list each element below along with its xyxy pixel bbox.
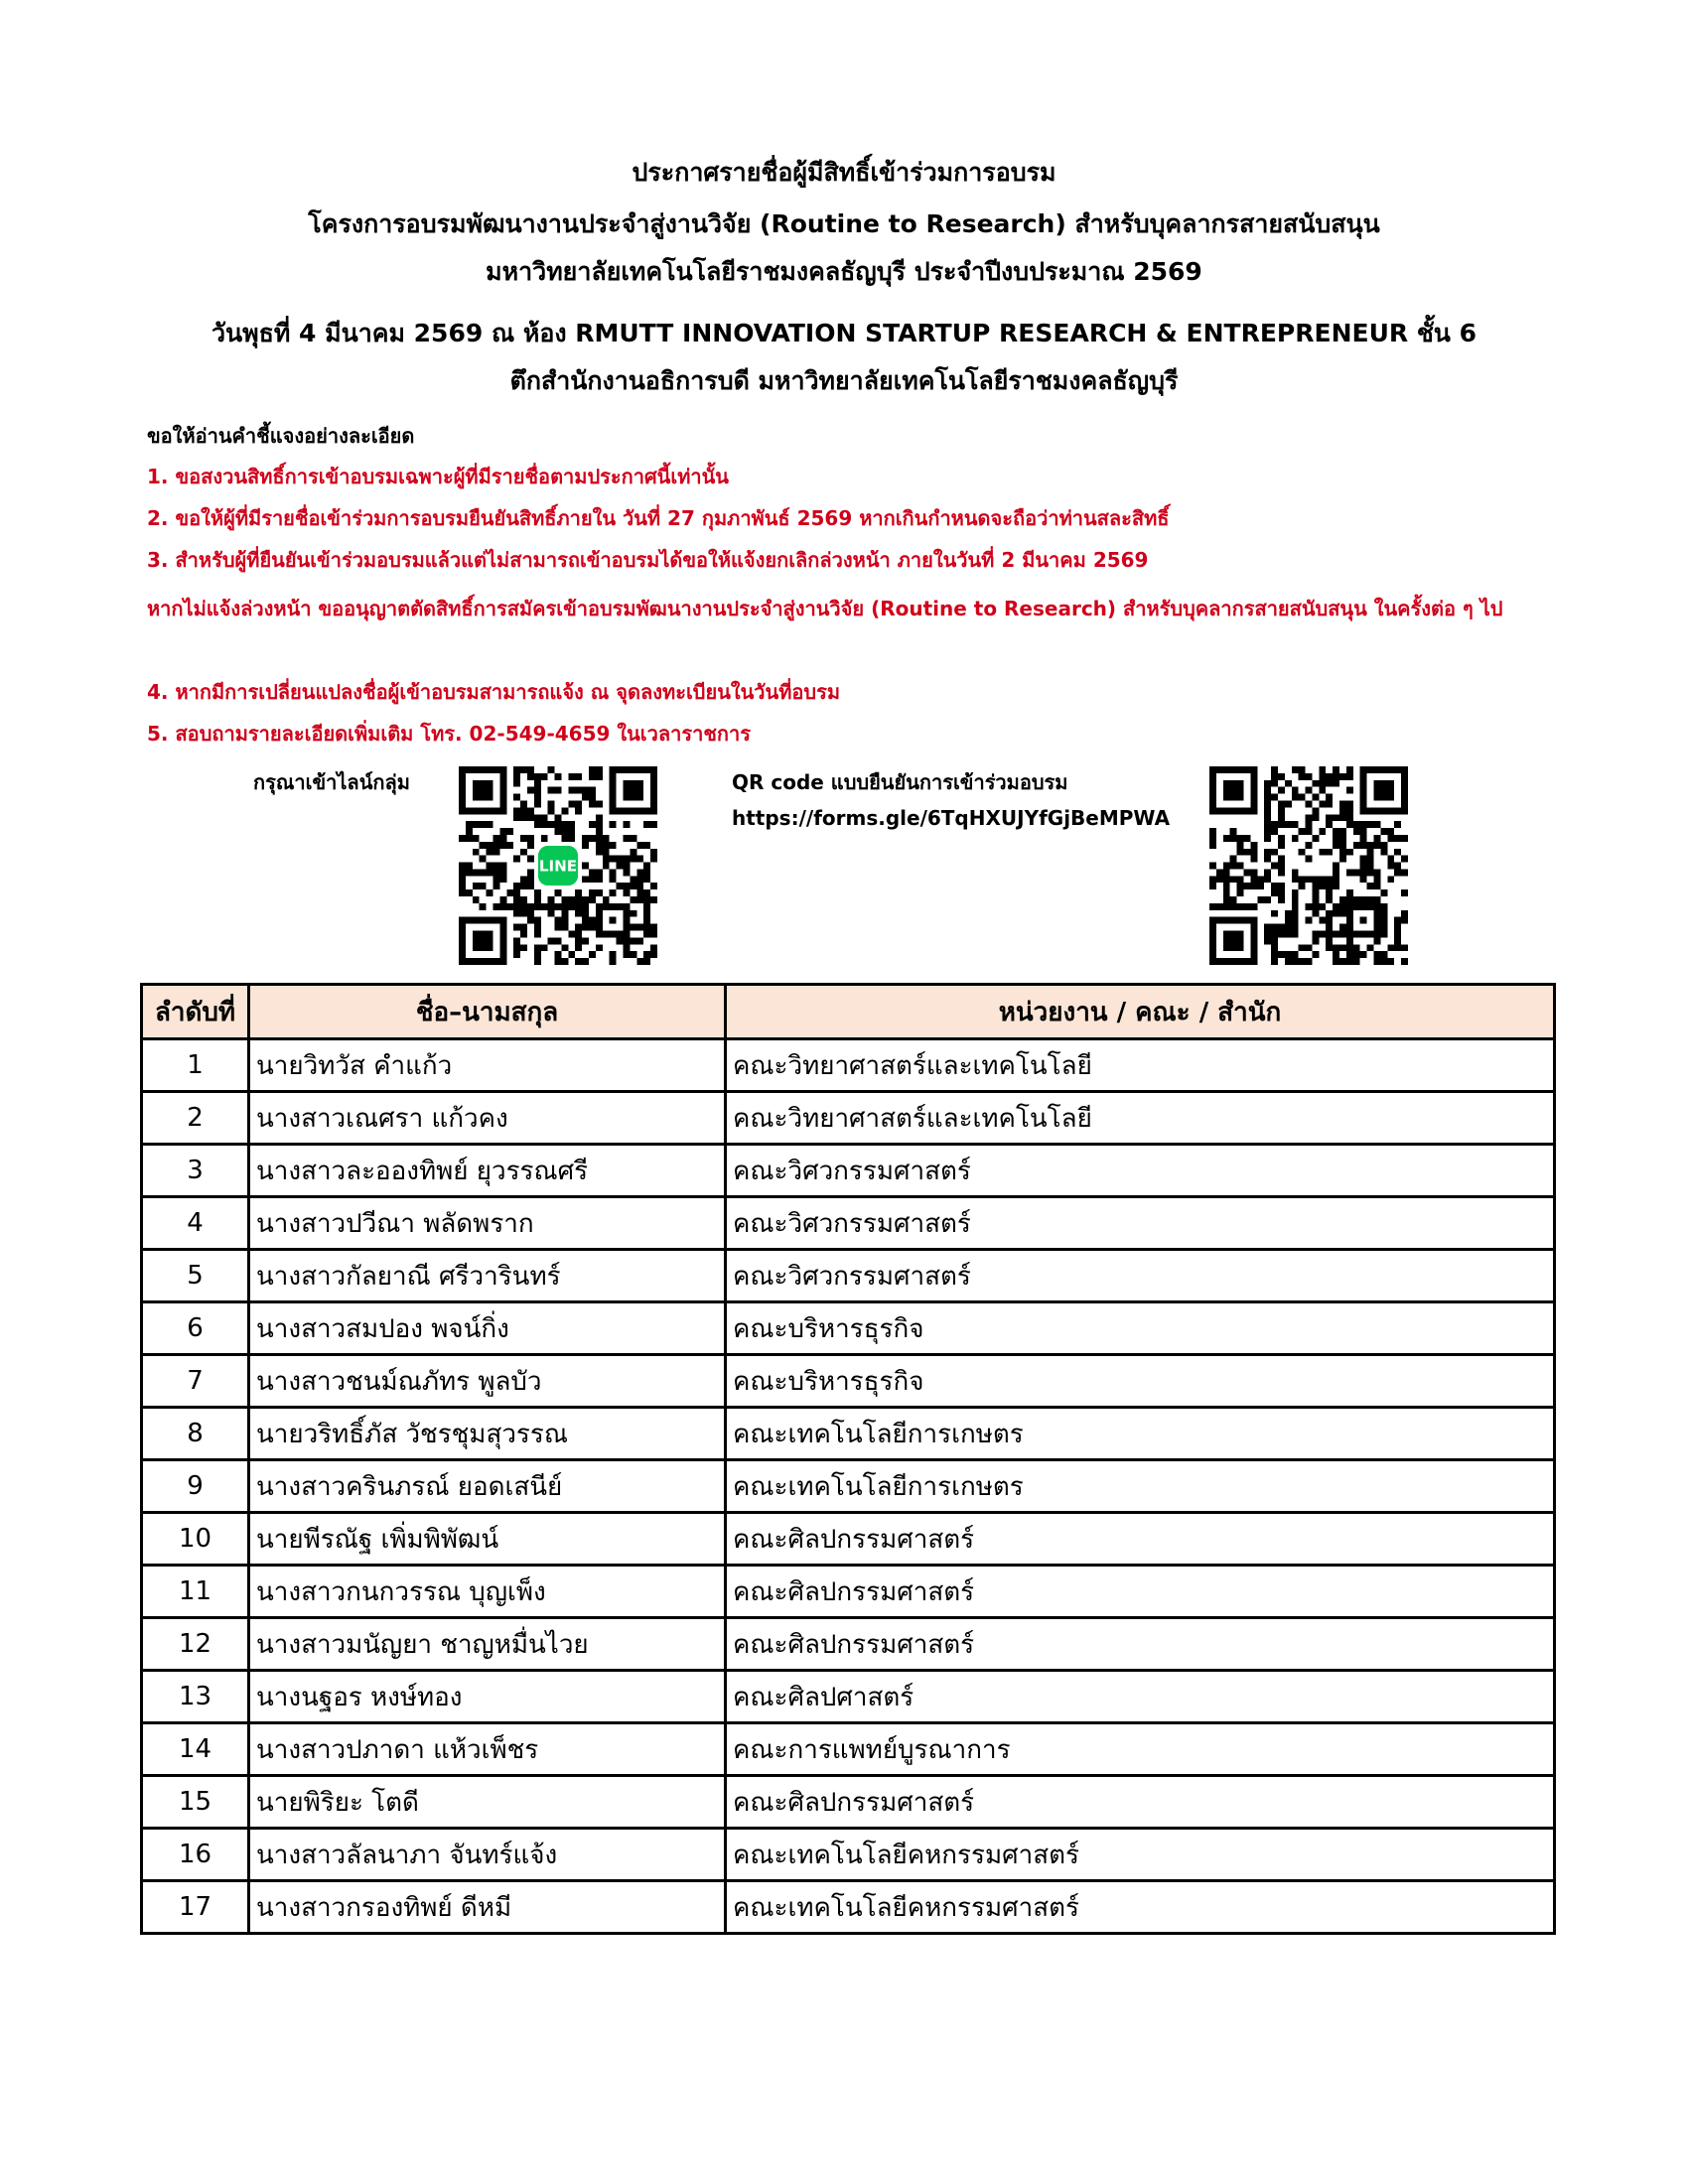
table-row xyxy=(142,1302,1555,1355)
name-cell: นางสาวเณศรา แก้วคง xyxy=(249,1092,726,1145)
column-header-department: หน่วยงาน / คณะ / สำนัก xyxy=(726,985,1555,1039)
event-building: ตึกสำนักงานอธิการบดี มหาวิทยาลัยเทคโนโลยีราชมงคลธัญบุรี xyxy=(509,366,1179,395)
table-row xyxy=(142,1355,1555,1408)
instruction-item-3: 3. สำหรับผู้ที่ยืนยันเข้าร่วมอบรมแล้วแต่ไม่สามารถเข้าอบรมได้ขอให้แจ้งยกเลิกล่วงหน้า ภายในวันที่ 2 มีนาคม 2569 xyxy=(147,548,1149,572)
department-cell: คณะบริหารธุรกิจ xyxy=(726,1355,1555,1408)
name-cell: นางสาวมนัญยา ชาญหมื่นไวย xyxy=(249,1618,726,1671)
order-cell: 7 xyxy=(142,1355,249,1408)
table-row xyxy=(142,1145,1555,1197)
order-cell: 8 xyxy=(142,1408,249,1460)
order-cell: 11 xyxy=(142,1566,249,1618)
instruction-item-1: 1. ขอสงวนสิทธิ์การเข้าอบรมเฉพาะผู้ที่มีรายชื่อตามประกาศนี้เท่านั้น xyxy=(147,465,729,488)
table-row xyxy=(142,1618,1555,1671)
order-cell: 10 xyxy=(142,1513,249,1566)
instruction-item-4: 4. หากมีการเปลี่ยนแปลงชื่อผู้เข้าอบรมสามารถแจ้ง ณ จุดลงทะเบียนในวันที่อบรม xyxy=(147,680,841,704)
department-cell: คณะเทคโนโลยีคหกรรมศาสตร์ xyxy=(726,1829,1555,1881)
name-cell: นางสาวกัลยาณี ศรีวารินทร์ xyxy=(249,1250,726,1302)
table-row xyxy=(142,1408,1555,1460)
name-cell: นางสาวสมปอง พจน์กิ่ง xyxy=(249,1302,726,1355)
column-header-name: ชื่อ–นามสกุล xyxy=(249,985,726,1039)
order-cell: 2 xyxy=(142,1092,249,1145)
name-cell: นางสาวปภาดา แห้วเพ็ชร xyxy=(249,1723,726,1776)
order-cell: 5 xyxy=(142,1250,249,1302)
department-cell: คณะวิศวกรรมศาสตร์ xyxy=(726,1197,1555,1250)
announcement-title: ประกาศรายชื่อผู้มีสิทธิ์เข้าร่วมการอบรม xyxy=(632,158,1056,187)
name-cell: นางสาวครินภรณ์ ยอดเสนีย์ xyxy=(249,1460,726,1513)
department-cell: คณะบริหารธุรกิจ xyxy=(726,1302,1555,1355)
department-cell: คณะเทคโนโลยีคหกรรมศาสตร์ xyxy=(726,1881,1555,1934)
order-cell: 6 xyxy=(142,1302,249,1355)
university-fiscal-year: มหาวิทยาลัยเทคโนโลยีราชมงคลธัญบุรี ประจำปีงบประมาณ 2569 xyxy=(486,257,1202,286)
name-cell: นางสาวชนม์ณภัทร พูลบัว xyxy=(249,1355,726,1408)
order-cell: 1 xyxy=(142,1039,249,1092)
line-group-qr-code[interactable] xyxy=(454,766,662,965)
order-cell: 4 xyxy=(142,1197,249,1250)
instruction-item-3-continued: หากไม่แจ้งล่วงหน้า ขออนุญาตตัดสิทธิ์การสมัครเข้าอบรมพัฒนางานประจำสู่งานวิจัย (Routine to Research) สำหรับบุคลากรสายสนับสนุน ในครั้งต่อ ๆ ไป xyxy=(147,597,1503,620)
order-cell: 16 xyxy=(142,1829,249,1881)
table-row xyxy=(142,1566,1555,1618)
order-cell: 17 xyxy=(142,1881,249,1934)
instruction-item-2: 2. ขอให้ผู้ที่มีรายชื่อเข้าร่วมการอบรมยืนยันสิทธิ์ภายใน วันที่ 27 กุมภาพันธ์ 2569 หากเกินกำหนดจะถือว่าท่านสละสิทธิ์ xyxy=(147,506,1170,530)
name-cell: นางสาวปวีณา พลัดพราก xyxy=(249,1197,726,1250)
name-cell: นายพิริยะ โตดี xyxy=(249,1776,726,1829)
department-cell: คณะศิลปศาสตร์ xyxy=(726,1671,1555,1723)
department-cell: คณะศิลปกรรมศาสตร์ xyxy=(726,1513,1555,1566)
form-qr-code[interactable] xyxy=(1204,766,1413,965)
form-qr-label: QR code แบบยืนยันการเข้าร่วมอบรม xyxy=(732,770,1068,794)
order-cell: 12 xyxy=(142,1618,249,1671)
table-row xyxy=(142,1092,1555,1145)
form-url-link[interactable]: https://forms.gle/6TqHXUJYfGjBeMPWA xyxy=(732,806,1171,830)
name-cell: นางนฐอร หงษ์ทอง xyxy=(249,1671,726,1723)
line-group-label: กรุณาเข้าไลน์กลุ่ม xyxy=(253,770,410,794)
table-header-row xyxy=(142,985,1555,1039)
table-row xyxy=(142,1250,1555,1302)
line-logo-text: LINE xyxy=(538,857,578,876)
department-cell: คณะศิลปกรรมศาสตร์ xyxy=(726,1618,1555,1671)
table-row xyxy=(142,1776,1555,1829)
order-cell: 9 xyxy=(142,1460,249,1513)
table-row xyxy=(142,1460,1555,1513)
department-cell: คณะเทคโนโลยีการเกษตร xyxy=(726,1408,1555,1460)
order-cell: 15 xyxy=(142,1776,249,1829)
department-cell: คณะวิศวกรรมศาสตร์ xyxy=(726,1250,1555,1302)
participant-table xyxy=(140,983,1556,1935)
department-cell: คณะวิทยาศาสตร์และเทคโนโลยี xyxy=(726,1092,1555,1145)
column-header-order: ลำดับที่ xyxy=(142,985,249,1039)
instruction-item-5: 5. สอบถามรายละเอียดเพิ่มเติม โทร. 02-549-4659 ในเวลาราชการ xyxy=(147,722,751,746)
department-cell: คณะเทคโนโลยีการเกษตร xyxy=(726,1460,1555,1513)
name-cell: นางสาวกรองทิพย์ ดีหมี xyxy=(249,1881,726,1934)
instructions-title: ขอให้อ่านคำชี้แจงอย่างละเอียด xyxy=(147,424,415,448)
order-cell: 14 xyxy=(142,1723,249,1776)
table-row xyxy=(142,1723,1555,1776)
table-row xyxy=(142,1829,1555,1881)
department-cell: คณะศิลปกรรมศาสตร์ xyxy=(726,1776,1555,1829)
name-cell: นางสาวลัลนาภา จันทร์แจ้ง xyxy=(249,1829,726,1881)
department-cell: คณะวิศวกรรมศาสตร์ xyxy=(726,1145,1555,1197)
project-title: โครงการอบรมพัฒนางานประจำสู่งานวิจัย (Routine to Research) สำหรับบุคลากรสายสนับสนุน xyxy=(308,209,1380,238)
department-cell: คณะวิทยาศาสตร์และเทคโนโลยี xyxy=(726,1039,1555,1092)
table-row xyxy=(142,1039,1555,1092)
department-cell: คณะศิลปกรรมศาสตร์ xyxy=(726,1566,1555,1618)
name-cell: นายพีรณัฐ เพิ่มพิพัฒน์ xyxy=(249,1513,726,1566)
name-cell: นางสาวกนกวรรณ บุญเพ็ง xyxy=(249,1566,726,1618)
table-row xyxy=(142,1513,1555,1566)
order-cell: 3 xyxy=(142,1145,249,1197)
name-cell: นายวิทวัส คำแก้ว xyxy=(249,1039,726,1092)
name-cell: นางสาวละอองทิพย์ ยุวรรณศรี xyxy=(249,1145,726,1197)
table-row xyxy=(142,1197,1555,1250)
name-cell: นายวริทธิ์ภัส วัชรชุมสุวรรณ xyxy=(249,1408,726,1460)
event-date-location: วันพุธที่ 4 มีนาคม 2569 ณ ห้อง RMUTT INNOVATION STARTUP RESEARCH & ENTREPRENEUR ชั้น 6 xyxy=(211,319,1477,347)
order-cell: 13 xyxy=(142,1671,249,1723)
department-cell: คณะการแพทย์บูรณาการ xyxy=(726,1723,1555,1776)
table-row xyxy=(142,1881,1555,1934)
table-row xyxy=(142,1671,1555,1723)
